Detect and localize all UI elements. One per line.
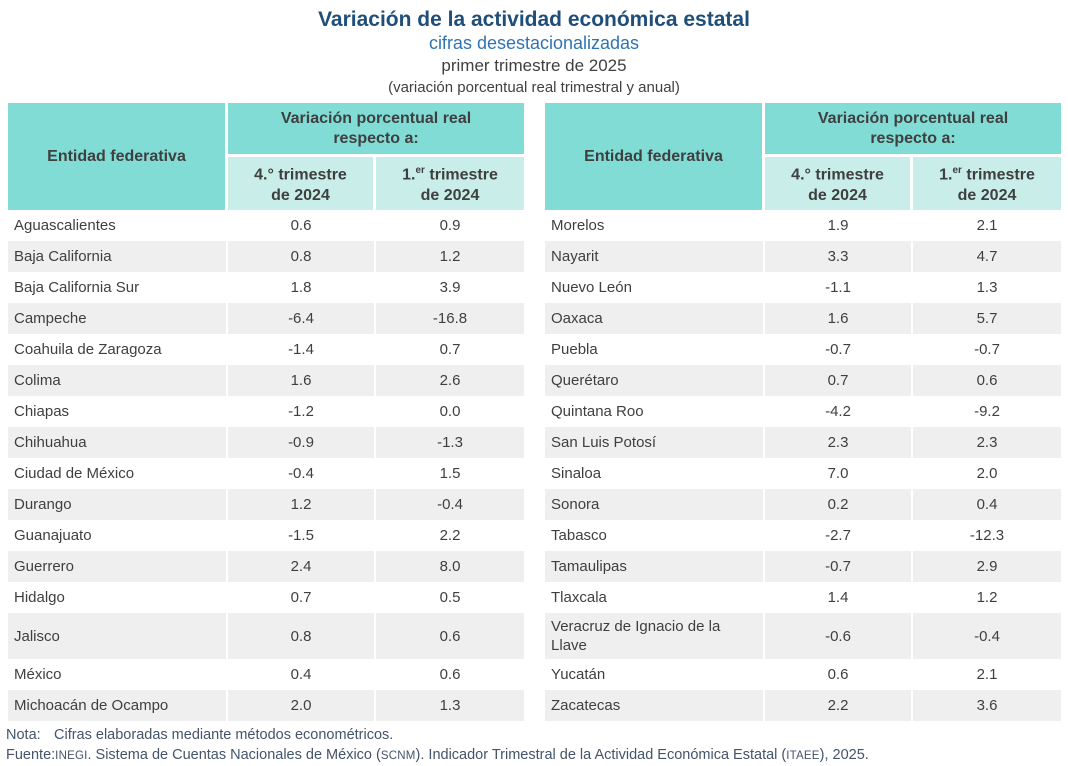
table-row — [545, 582, 1061, 613]
q4-2024-column-header — [765, 157, 913, 210]
entity-name-cell: Jalisco — [8, 613, 228, 659]
value-cell: 1.9 — [765, 210, 913, 241]
entity-name-cell: Campeche — [8, 303, 228, 334]
value-cell: 2.6 — [439, 372, 461, 389]
value-cell: 0.2 — [765, 489, 913, 520]
table-row — [8, 210, 524, 241]
nota-label: Nota: — [6, 727, 41, 743]
value-cell: 1.8 — [228, 272, 376, 303]
table-row — [545, 303, 1061, 334]
value-cell: 0.6 — [976, 372, 998, 389]
table-row — [8, 272, 524, 303]
fuente-text-part: ), 2025. — [819, 747, 869, 763]
value-cell: 0.6 — [765, 659, 913, 690]
acronym: SCNM — [380, 750, 416, 762]
entity-name-cell: Morelos — [545, 210, 765, 241]
value-cell: -2.7 — [765, 520, 913, 551]
column-header-text: trimestre — [273, 166, 347, 184]
table-body-left — [8, 210, 524, 721]
table-row — [545, 690, 1061, 721]
value-cell: 1.2 — [228, 489, 376, 520]
value-cell: -1.2 — [228, 396, 376, 427]
entity-name-cell: Oaxaca — [545, 303, 765, 334]
table-row — [545, 427, 1061, 458]
value-cell: -6.4 — [228, 303, 376, 334]
entity-name-cell: Tabasco — [545, 520, 765, 551]
states-table-right — [545, 103, 1061, 721]
group-header-line2: respecto a: — [870, 129, 956, 147]
value-cell: 0.6 — [439, 666, 461, 683]
value-cell: 2.0 — [228, 690, 376, 721]
column-header-num: 4.° — [791, 166, 811, 184]
column-header-line2: de 2024 — [420, 186, 480, 204]
fuente-line — [6, 745, 1060, 766]
value-cell: 5.7 — [976, 310, 998, 327]
value-cell: 1.3 — [976, 279, 998, 296]
value-cell: 1.5 — [439, 465, 461, 482]
entity-name-cell: Tamaulipas — [545, 551, 765, 582]
value-cell: 1.6 — [228, 365, 376, 396]
value-cell: -1.4 — [228, 334, 376, 365]
value-cell: -0.9 — [228, 427, 376, 458]
entity-name-cell: Chiapas — [8, 396, 228, 427]
table-row — [8, 334, 524, 365]
table-row — [545, 489, 1061, 520]
entity-name-cell: Guerrero — [8, 551, 228, 582]
value-cell: -0.7 — [765, 334, 913, 365]
value-cell: -0.4 — [228, 458, 376, 489]
value-cell: 2.4 — [228, 551, 376, 582]
entity-name-cell: Yucatán — [545, 659, 765, 690]
table-row — [545, 520, 1061, 551]
table-row — [545, 241, 1061, 272]
value-cell: 2.3 — [976, 434, 998, 451]
period-label: primer trimestre de 2025 — [441, 56, 627, 75]
entity-name-cell: Tlaxcala — [545, 582, 765, 613]
table-row — [8, 520, 524, 551]
value-cell: 3.6 — [976, 697, 998, 714]
value-cell: 0.8 — [228, 241, 376, 272]
value-cell: 0.7 — [228, 582, 376, 613]
column-header-line2: de 2024 — [957, 186, 1017, 204]
value-cell: 0.4 — [976, 496, 998, 513]
entity-name-cell: Quintana Roo — [545, 396, 765, 427]
entity-name-cell: Sinaloa — [545, 458, 765, 489]
q1-2024-column-header — [376, 157, 524, 210]
q1-2024-column-header — [913, 157, 1061, 210]
value-cell: 2.1 — [976, 666, 998, 683]
value-cell: 1.3 — [439, 697, 461, 714]
tables-container — [0, 103, 1068, 721]
value-cell: 0.9 — [439, 217, 461, 234]
fuente-text-part: . Sistema de Cuentas Nacionales de México ( — [87, 747, 381, 763]
table-header-row — [8, 103, 524, 157]
entity-name-cell: Coahuila de Zaragoza — [8, 334, 228, 365]
value-cell: 2.1 — [976, 217, 998, 234]
table-row — [8, 659, 524, 690]
group-header-line2: respecto a: — [333, 129, 419, 147]
value-cell: 2.0 — [976, 465, 998, 482]
value-cell: -16.8 — [432, 310, 468, 327]
entity-name-cell: Durango — [8, 489, 228, 520]
value-cell: 0.0 — [439, 403, 461, 420]
column-header-text: trimestre — [810, 166, 884, 184]
table-row — [8, 427, 524, 458]
entity-name-cell: Querétaro — [545, 365, 765, 396]
table-row — [545, 396, 1061, 427]
table-row — [545, 613, 1061, 659]
table-row — [8, 396, 524, 427]
entity-column-header: Entidad federativa — [8, 103, 228, 210]
value-cell: 3.3 — [765, 241, 913, 272]
table-row — [8, 458, 524, 489]
entity-name-cell: Michoacán de Ocampo — [8, 690, 228, 721]
table-row — [8, 241, 524, 272]
column-header-text: trimestre — [961, 166, 1035, 184]
entity-name-cell: Nuevo León — [545, 272, 765, 303]
value-cell: -1.3 — [437, 434, 463, 451]
column-header-num: 4.° — [254, 166, 274, 184]
nota-text: Cifras elaboradas mediante métodos econométricos. — [54, 727, 394, 743]
footer-notes — [0, 721, 1068, 766]
acronym: ITAEE — [786, 750, 820, 762]
table-row — [545, 334, 1061, 365]
value-cell: -0.7 — [974, 341, 1000, 358]
table-row — [8, 303, 524, 334]
table-body-right — [545, 210, 1061, 721]
table-row — [8, 613, 524, 659]
table-row — [545, 551, 1061, 582]
value-cell: -1.1 — [765, 272, 913, 303]
column-header-line2: de 2024 — [271, 186, 330, 204]
value-cell: 0.6 — [228, 210, 376, 241]
column-header-num: 1. — [402, 166, 416, 184]
entity-name-cell: Sonora — [545, 489, 765, 520]
entity-name-cell: Guanajuato — [8, 520, 228, 551]
value-cell: 7.0 — [765, 458, 913, 489]
fuente-text-part: ). Indicador Trimestral de la Actividad Económica Estatal ( — [415, 747, 787, 763]
title-block — [0, 0, 1068, 98]
column-header-num: 1. — [939, 166, 953, 184]
entity-name-cell: Hidalgo — [8, 582, 228, 613]
value-cell: 0.8 — [228, 613, 376, 659]
entity-name-cell: San Luis Potosí — [545, 427, 765, 458]
value-cell: 1.6 — [765, 303, 913, 334]
value-cell: -4.2 — [765, 396, 913, 427]
group-header-line1: Variación porcentual real — [280, 109, 472, 127]
value-cell: -0.6 — [765, 613, 913, 659]
q4-2024-column-header — [228, 157, 376, 210]
column-header-text: trimestre — [424, 166, 498, 184]
entity-name-cell: Veracruz de Ignacio de la Llave — [545, 613, 765, 659]
value-cell: 1.4 — [765, 582, 913, 613]
entity-name-cell: Chihuahua — [8, 427, 228, 458]
table-row — [8, 489, 524, 520]
value-cell: 0.4 — [228, 659, 376, 690]
value-cell: 0.6 — [439, 627, 461, 645]
value-cell: -0.4 — [974, 627, 1000, 645]
entity-column-header: Entidad federativa — [545, 103, 765, 210]
entity-name-cell: Aguascalientes — [8, 210, 228, 241]
entity-name-cell: México — [8, 659, 228, 690]
fuente-text — [55, 745, 869, 766]
entity-name-cell: Ciudad de México — [8, 458, 228, 489]
page-subtitle: cifras desestacionalizadas — [428, 33, 640, 53]
entity-name-cell: Baja California Sur — [8, 272, 228, 303]
variation-group-header — [765, 103, 1061, 157]
entity-name-cell: Puebla — [545, 334, 765, 365]
value-cell: 1.2 — [439, 248, 461, 265]
column-header-sup: er — [415, 165, 425, 177]
value-cell: 8.0 — [439, 558, 461, 575]
column-header-sup: er — [952, 165, 962, 177]
entity-name-cell: Nayarit — [545, 241, 765, 272]
variation-group-header — [228, 103, 524, 157]
value-cell: -0.4 — [437, 496, 463, 513]
table-row — [545, 365, 1061, 396]
value-cell: 2.2 — [439, 527, 461, 544]
table-row — [545, 659, 1061, 690]
value-cell: 3.9 — [439, 279, 461, 296]
entity-name-cell: Baja California — [8, 241, 228, 272]
value-cell: 2.9 — [976, 558, 998, 575]
value-cell: 0.7 — [439, 341, 461, 358]
value-cell: 1.2 — [976, 589, 998, 606]
value-cell: 2.3 — [765, 427, 913, 458]
fuente-label: Fuente: — [6, 747, 56, 763]
value-cell: 4.7 — [976, 248, 998, 265]
value-cell: 2.2 — [765, 690, 913, 721]
states-table-left — [8, 103, 524, 721]
measure-note: (variación porcentual real trimestral y anual) — [388, 79, 680, 96]
column-header-line2: de 2024 — [808, 186, 867, 204]
table-row — [545, 458, 1061, 489]
value-cell: -0.7 — [765, 551, 913, 582]
page-title: Variación de la actividad económica estatal — [318, 8, 750, 31]
table-row — [8, 551, 524, 582]
table-row — [8, 690, 524, 721]
value-cell: 0.7 — [765, 365, 913, 396]
table-row — [8, 365, 524, 396]
value-cell: -1.5 — [228, 520, 376, 551]
table-row — [545, 272, 1061, 303]
group-header-line1: Variación porcentual real — [817, 109, 1009, 127]
table-row — [8, 582, 524, 613]
entity-name-cell: Zacatecas — [545, 690, 765, 721]
value-cell: -9.2 — [974, 403, 1000, 420]
value-cell: 0.5 — [439, 589, 461, 606]
table-row — [545, 210, 1061, 241]
nota-line — [6, 725, 1060, 745]
value-cell: -12.3 — [969, 527, 1005, 544]
entity-name-cell: Colima — [8, 365, 228, 396]
table-header-row — [545, 103, 1061, 157]
acronym: INEGI — [55, 750, 88, 762]
